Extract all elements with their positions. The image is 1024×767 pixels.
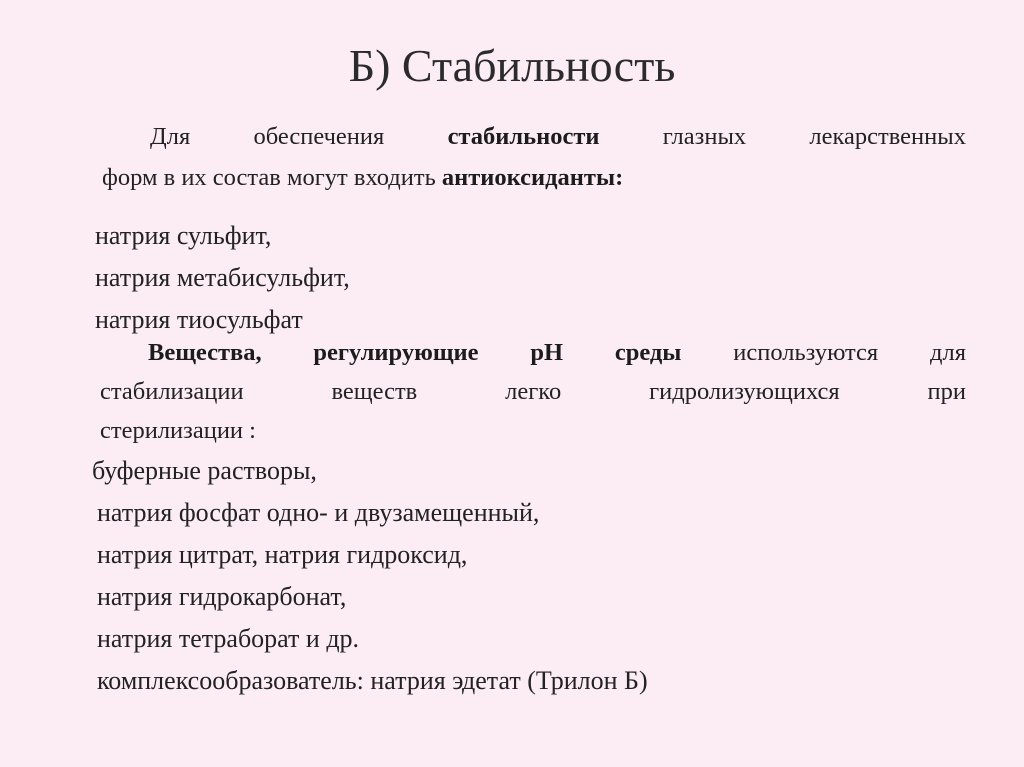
paragraph-ph <box>100 333 966 450</box>
paragraph-stability-line2 <box>100 157 966 198</box>
list-item: натрия фосфат одно- и двузамещенный, <box>97 498 540 527</box>
list-item: натрия цитрат, натрия гидроксид, <box>97 540 468 569</box>
buffer-list <box>92 450 648 702</box>
text-span: глазных лекарственных <box>599 123 966 150</box>
paragraph-ph-line1 <box>100 333 966 372</box>
list-item: натрия тиосульфат <box>95 305 303 334</box>
emphasis-antioxidants: антиоксиданты: <box>441 164 624 191</box>
list-item: натрия сульфит, <box>95 221 272 250</box>
text-span: форм в их состав могут входить <box>102 164 442 191</box>
text-span: Для обеспечения <box>150 123 448 150</box>
paragraph-ph-line3: стерилизации : <box>100 417 256 444</box>
paragraph-stability <box>100 116 966 198</box>
list-item: комплексообразователь: натрия эдетат (Трилон Б) <box>97 666 648 695</box>
list-item: буферные растворы, <box>92 456 317 485</box>
list-item: натрия тетраборат и др. <box>97 624 360 653</box>
emphasis-ph-substances: Вещества, регулирующие рН среды <box>148 339 682 366</box>
list-item: натрия метабисульфит, <box>95 263 350 292</box>
slide-title: Б) Стабильность <box>348 40 676 91</box>
emphasis-stability: стабильности <box>447 123 600 150</box>
list-item: натрия гидрокарбонат, <box>97 582 347 611</box>
paragraph-stability-line1 <box>100 116 966 157</box>
text-span: используются для <box>681 339 966 366</box>
paragraph-ph-line2: стабилизации веществ легко гидролизующихся при <box>100 378 966 405</box>
antioxidant-list <box>95 215 350 341</box>
